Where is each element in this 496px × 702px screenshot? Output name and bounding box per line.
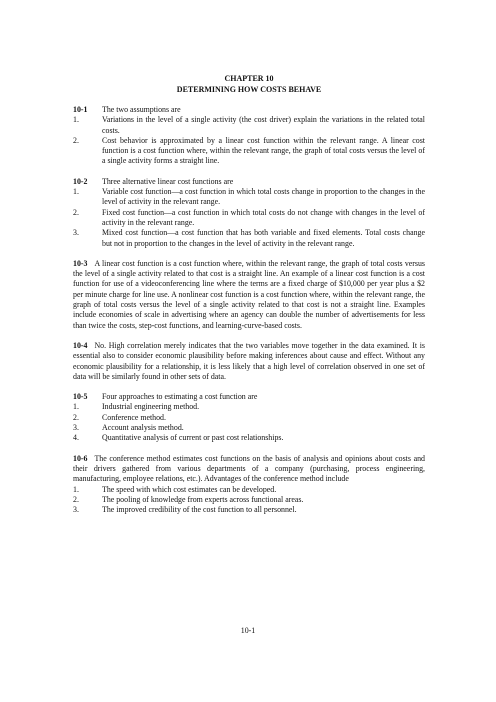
question-intro: Four approaches to estimating a cost function are bbox=[102, 392, 258, 402]
chapter-title: DETERMINING HOW COSTS BEHAVE bbox=[176, 84, 322, 94]
question-number: 10-1 bbox=[73, 105, 88, 114]
list-item bbox=[73, 187, 425, 208]
list-item-number: 1. bbox=[73, 402, 79, 412]
document-page bbox=[73, 74, 425, 515]
list-item-text: Industrial engineering method. bbox=[102, 402, 200, 412]
list-item-text: Variations in the level of a single activity (the cost driver) explain the variations in the related total costs. bbox=[102, 115, 425, 135]
list-item-number: 1. bbox=[73, 187, 79, 197]
question-10-5 bbox=[73, 392, 425, 443]
page-number: 10-1 bbox=[240, 626, 256, 635]
list-item-text: Mixed cost function—a cost function that has both variable and fixed elements. Total costs change but not in proportion to the changes in the level of activity in the relevant range. bbox=[102, 228, 425, 248]
list-item-text: Cost behavior is approximated by a linear cost function within the relevant range. A linear cost function is a cost function where, within the relevant range, the graph of total costs versus the level of a single activity forms a straight line. bbox=[102, 135, 425, 166]
list-item bbox=[73, 136, 425, 167]
list-item bbox=[73, 208, 425, 229]
list-item bbox=[73, 485, 425, 495]
question-number: 10-4 bbox=[73, 340, 88, 350]
list-item-text: The improved credibility of the cost function to all personnel. bbox=[102, 505, 297, 515]
question-intro: The two assumptions are bbox=[102, 105, 181, 114]
list-item-number: 3. bbox=[73, 228, 79, 238]
list-item-number: 2. bbox=[73, 135, 79, 145]
question-answer: The conference method estimates cost functions on the basis of analysis and opinions about costs and their drivers gathered from various departments of a company (purchasing, process engineering, manufacturing, employee relations, etc.). Advantages of the conference method include bbox=[73, 453, 425, 484]
list-item-text: The pooling of knowledge from experts across functional areas. bbox=[102, 494, 304, 504]
question-number: 10-3 bbox=[73, 258, 88, 268]
question-number: 10-5 bbox=[73, 392, 88, 402]
list-item bbox=[73, 505, 425, 515]
list-item-text: Quantitative analysis of current or past cost relationships. bbox=[102, 433, 284, 443]
chapter-label: CHAPTER 10 bbox=[224, 74, 274, 83]
list-item-number: 2. bbox=[73, 207, 79, 217]
question-10-6 bbox=[73, 454, 425, 516]
list-item bbox=[73, 413, 425, 423]
list-item bbox=[73, 495, 425, 505]
list-item-number: 3. bbox=[73, 423, 79, 433]
question-10-1 bbox=[73, 105, 425, 167]
question-10-4 bbox=[73, 341, 425, 382]
list-item-text: Fixed cost function—a cost function in which total costs do not change with changes in the level of activity in the relevant range. bbox=[102, 207, 425, 227]
list-item-text: Account analysis method. bbox=[102, 423, 184, 433]
list-item bbox=[73, 228, 425, 249]
list-item-text: Variable cost function—a cost function in which total costs change in proportion to the changes in the level of activity in the relevant range. bbox=[102, 187, 425, 207]
question-10-3 bbox=[73, 259, 425, 331]
question-answer: No. High correlation merely indicates that the two variables move together in the data examined. It is essential also to consider economic plausibility before making inferences about cause and effect. Without any economic plausibility for a relationship, it is less likely that a high level of correlation observed in one set of data will be similarly found in other sets of data. bbox=[73, 340, 425, 381]
list-item-number: 1. bbox=[73, 115, 79, 125]
list-item bbox=[73, 402, 425, 412]
question-number: 10-6 bbox=[73, 453, 88, 463]
list-item bbox=[73, 423, 425, 433]
list-item-number: 2. bbox=[73, 412, 79, 422]
question-number: 10-2 bbox=[73, 176, 88, 186]
list-item bbox=[73, 115, 425, 136]
question-10-2 bbox=[73, 177, 425, 249]
list-item-number: 3. bbox=[73, 505, 79, 515]
question-answer: A linear cost function is a cost function where, within the relevant range, the graph of total costs versus the level of a single activity related to that cost is a straight line. An example of a linear cost function is a cost function for use of a videoconferencing line where the terms are a fixed charge of $10,000 per year plus a $2 per minute charge for line use. A nonlinear cost function is a cost function where, within the relevant range, the graph of total costs versus the level of a single activity related to that cost is not a straight line. Examples include economies of scale in advertising where an agency can double the number of advertisements for less than twice the costs, step-cost functions, and learning-curve-based costs. bbox=[73, 258, 425, 330]
list-item-number: 4. bbox=[73, 433, 79, 443]
question-intro: Three alternative linear cost functions are bbox=[102, 176, 234, 186]
list-item-number: 2. bbox=[73, 494, 79, 504]
list-item bbox=[73, 433, 425, 443]
list-item-text: The speed with which cost estimates can be developed. bbox=[102, 484, 277, 494]
list-item-text: Conference method. bbox=[102, 412, 166, 422]
list-item-number: 1. bbox=[73, 484, 79, 494]
